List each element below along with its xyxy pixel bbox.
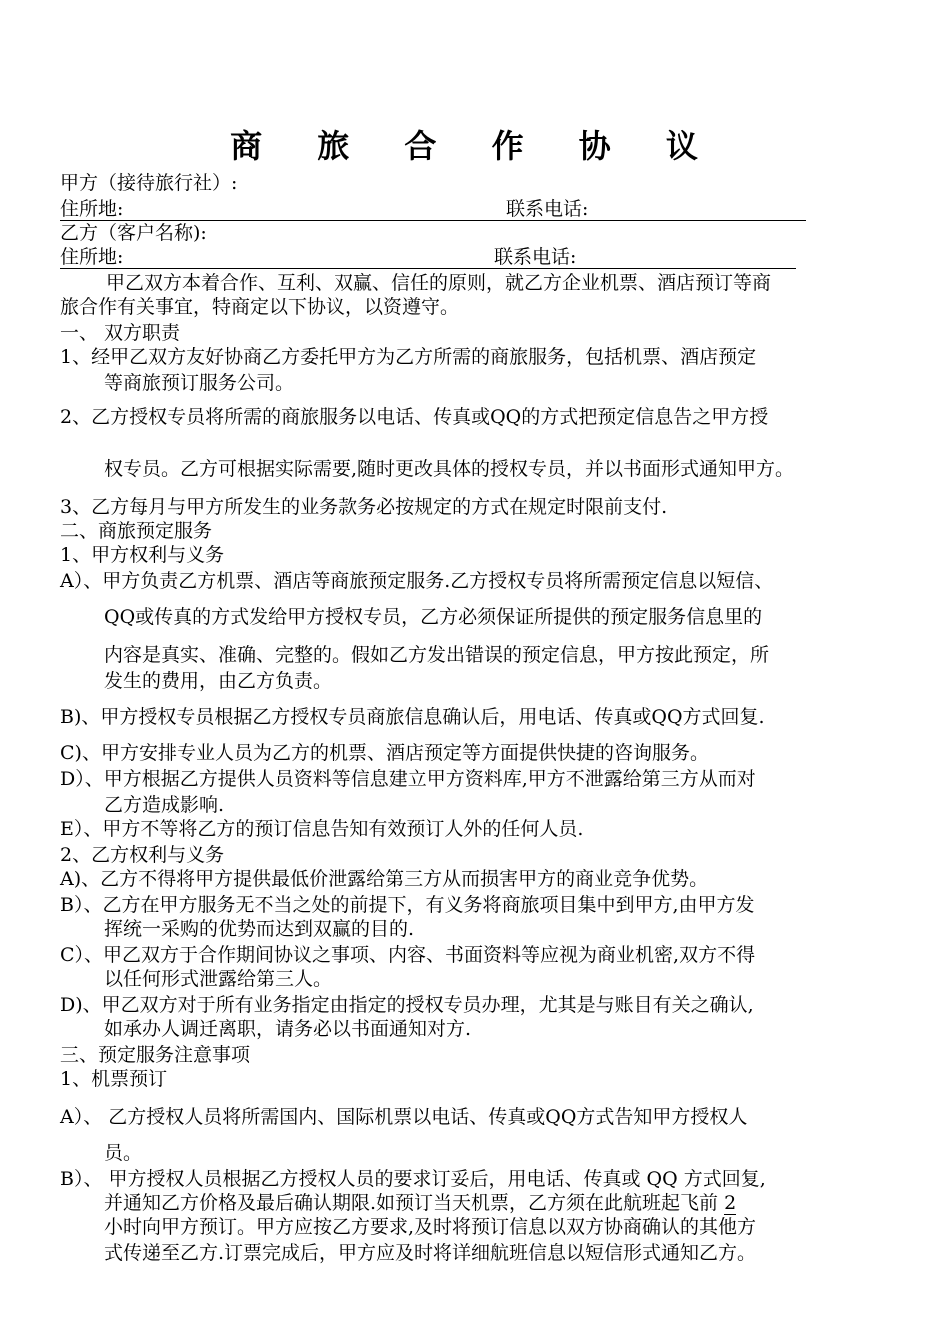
section-2-e: E）、甲方不等将乙方的预订信息告知有效预订人外的任何人员.	[60, 818, 584, 840]
party-a-phone-field	[506, 198, 806, 221]
section-2-b2-line-2: 挥统一采购的优势而达到双赢的目的.	[104, 918, 415, 940]
party-a-phone-label: 联系电话:	[506, 198, 589, 220]
party-a-address-label: 住所地:	[60, 198, 124, 220]
party-b-phone-field	[494, 246, 796, 269]
party-a-contact-line	[60, 196, 806, 222]
section-1-item-1-line-1: 1、经甲乙双方友好协商乙方委托甲方为乙方所需的商旅服务，包括机票、酒店预定	[60, 346, 757, 368]
section-1-item-2-line-1: 2、乙方授权专员将所需的商旅服务以电话、传真或QQ的方式把预定信息告之甲方授	[60, 406, 769, 428]
section-3-b-line-3: 小时向甲方预订。甲方应按乙方要求,及时将预订信息以双方协商确认的其他方	[104, 1216, 757, 1238]
section-2-a-line-1: A）、甲方负责乙方机票、酒店等商旅预定服务.乙方授权专员将所需预定信息以短信、	[60, 570, 774, 592]
section-3-sub-1: 1、机票预订	[60, 1068, 168, 1090]
party-a-address-field	[60, 198, 506, 221]
section-3-a-line-1: A）、 乙方授权人员将所需国内、国际机票以电话、传真或QQ方式告知甲方授权人	[60, 1106, 748, 1128]
section-2-b2-line-1: B）、乙方在甲方服务无不当之处的前提下，有义务将商旅项目集中到甲方,由甲方发	[60, 894, 755, 916]
section-2-d2-line-2: 如承办人调迁离职，请务必以书面通知对方.	[104, 1018, 472, 1040]
section-1-item-2-line-2: 权专员。乙方可根据实际需要,随时更改具体的授权专员，并以书面形式通知甲方。	[104, 458, 795, 480]
party-b-phone-label: 联系电话:	[494, 246, 577, 268]
section-2-d-line-1: D）、甲方根据乙方提供人员资料等信息建立甲方资料库,甲方不泄露给第三方从而对	[60, 768, 756, 790]
section-3-a-line-2: 员。	[104, 1142, 143, 1164]
section-2-c: C)、甲方安排专业人员为乙方的机票、酒店预定等方面提供快捷的咨询服务。	[60, 742, 709, 764]
section-2-a2: A)、乙方不得将甲方提供最低价泄露给第三方从而损害甲方的商业竞争优势。	[60, 868, 709, 890]
party-b-address-field	[60, 246, 494, 269]
party-a-label: 甲方（接待旅行社）:	[60, 172, 238, 194]
section-3-b-line-1: B）、 甲方授权人员根据乙方授权人员的要求订妥后，用电话、传真或 QQ 方式回复,	[60, 1168, 766, 1190]
section-3-b-line-2	[104, 1190, 736, 1216]
party-b-label: 乙方（客户名称):	[60, 222, 207, 244]
section-3-b-line-2-text: 并通知乙方价格及最后确认期限.如预订当天机票，乙方须在此航班起飞前	[104, 1192, 719, 1214]
section-2-a-line-3: 内容是真实、准确、完整的。假如乙方发出错误的预定信息，甲方按此预定，所	[104, 644, 770, 666]
section-2-sub-2: 2、乙方权利与义务	[60, 844, 225, 866]
section-3-b-line-4: 式传递至乙方.订票完成后，甲方应及时将详细航班信息以短信形式通知乙方。	[104, 1242, 757, 1264]
section-2-a-line-4: 发生的费用，由乙方负责。	[104, 670, 333, 692]
document-title: 商 旅 合 作 协 议	[230, 127, 720, 165]
party-b-address-label: 住所地:	[60, 246, 124, 268]
advance-hours-value: 2	[724, 1192, 737, 1214]
section-2-d2-line-1: D)、甲乙双方对于所有业务指定由指定的授权专员办理，尤其是与账目有关之确认,	[60, 994, 754, 1016]
section-2-b: B)、甲方授权专员根据乙方授权专员商旅信息确认后，用电话、传真或QQ方式回复.	[60, 706, 765, 728]
section-2-a-line-2: QQ或传真的方式发给甲方授权专员，乙方必须保证所提供的预定服务信息里的	[104, 606, 763, 628]
section-2-c2-line-2: 以任何形式泄露给第三人。	[104, 968, 333, 990]
section-2-sub-1: 1、甲方权利与义务	[60, 544, 225, 566]
section-1-item-1-line-2: 等商旅预订服务公司。	[104, 372, 295, 394]
section-2-heading: 二、商旅预定服务	[60, 520, 213, 542]
party-b-contact-line	[60, 244, 796, 270]
section-2-d-line-2: 乙方造成影响.	[104, 794, 225, 816]
section-3-heading: 三、预定服务注意事项	[60, 1044, 251, 1066]
section-1-item-3: 3、乙方每月与甲方所发生的业务款务必按规定的方式在规定时限前支付.	[60, 496, 668, 518]
section-1-heading: 一、 双方职责	[60, 322, 181, 344]
intro-line-1: 甲乙双方本着合作、互利、双赢、信任的原则，就乙方企业机票、酒店预订等商	[106, 272, 772, 294]
intro-line-2: 旅合作有关事宜，特商定以下协议，以资遵守。	[60, 296, 460, 318]
section-2-c2-line-1: C）、甲乙双方于合作期间协议之事项、内容、书面资料等应视为商业机密,双方不得	[60, 944, 756, 966]
